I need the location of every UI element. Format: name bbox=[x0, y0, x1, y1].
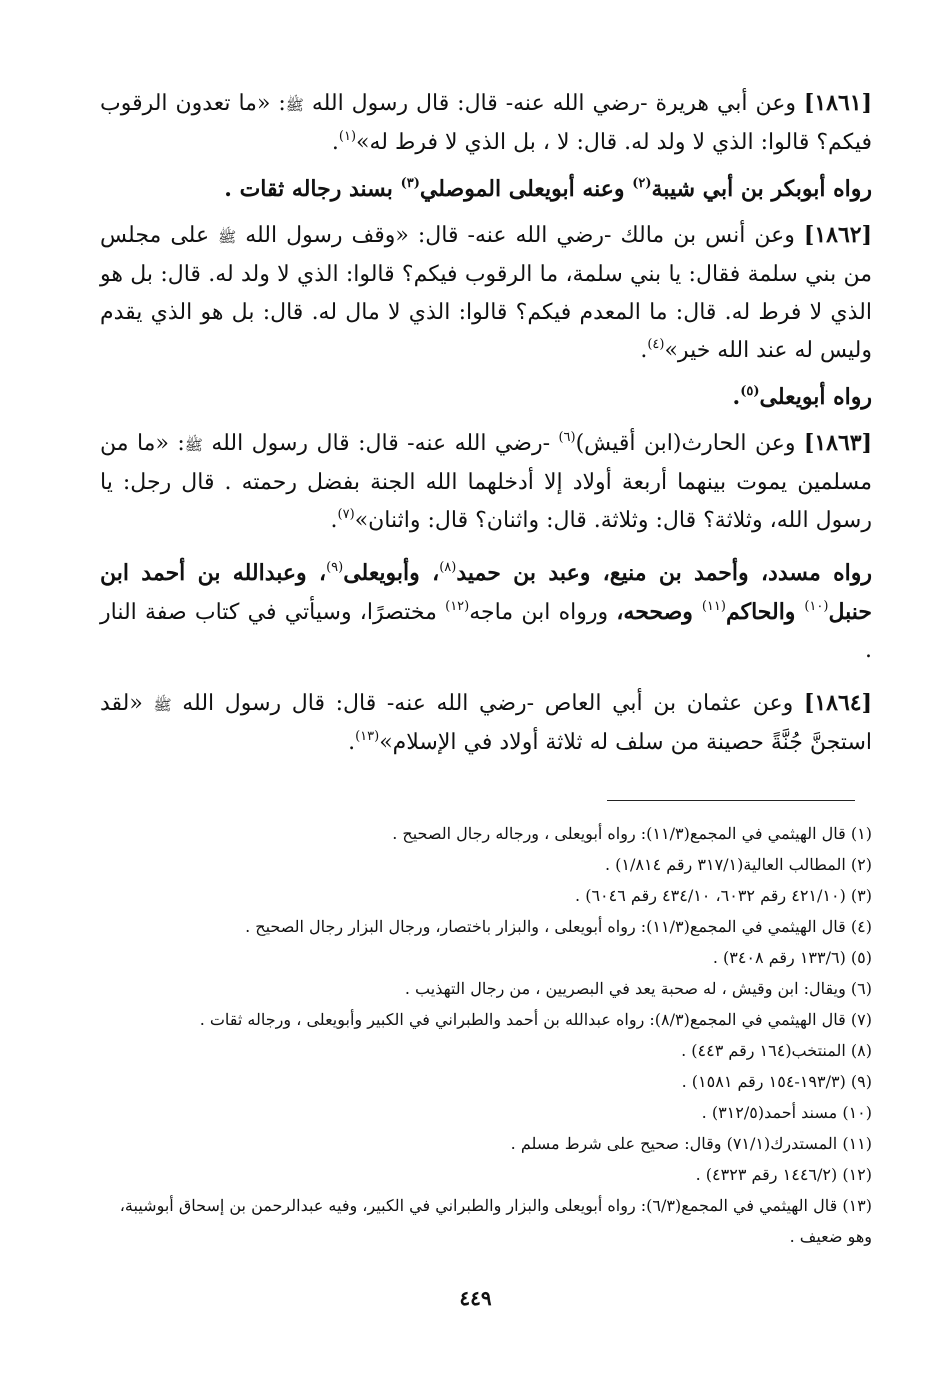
footnote-ref: (٤) bbox=[647, 337, 665, 352]
narration-1862 bbox=[100, 378, 872, 416]
footnote-item: (٧) قال الهيثمي في المجمع(٨/٣): رواه عبدالله بن أحمد والطبراني في الكبير وأبويعلى ، ورجاله ثقات . bbox=[199, 1010, 872, 1029]
sentence-end: . bbox=[348, 730, 356, 755]
hadith-number: [١٨٦٢] bbox=[803, 222, 872, 248]
hadith-text-cont: على مجلس من بني سلمة فقال: يا بني سلمة، ما الرقوب فيكم؟ قالوا: الذي لا ولد له. قال: بل هو الذي لا فرط له. قال: ما المعدم فيكم؟ قالوا: الذي لا مال له. قال: بل هو الذي يقدم وليس له عند الله خير» bbox=[100, 223, 873, 363]
hadith-1863 bbox=[100, 424, 872, 540]
hadith-1861 bbox=[100, 84, 872, 162]
footnote-item: (١١) المستدرك(٧١/١) وقال: صحيح على شرط مسلم . bbox=[510, 1134, 872, 1153]
hadith-text-cont: -رضي الله عنه- قال: قال رسول الله bbox=[202, 431, 559, 456]
footnote-ref: (١) bbox=[338, 129, 357, 144]
narration-text: وصححه، bbox=[616, 599, 702, 625]
hadith-text-cont: : «ما تعدون الرقوب فيكم؟ قالوا: الذي لا ولد له. قال: لا ، بل الذي لا فرط له» bbox=[100, 91, 872, 155]
footnote-item: (٦) ويقال: ابن وقيش ، له صحبة يعد في البصريين ، من رجال التهذيب . bbox=[404, 979, 872, 998]
footnote-item: (١) قال الهيثمي في المجمع(١١/٣): رواه أبويعلى ، ورجاله رجال الصحيح . bbox=[392, 824, 872, 843]
footnotes bbox=[100, 818, 872, 1252]
footnote-ref: (٣) bbox=[400, 176, 420, 191]
hadith-number: [١٨٦٣] bbox=[803, 430, 872, 456]
footnote-item: (١٠) مسند أحمد(٣١٢/٥) . bbox=[701, 1103, 872, 1122]
narration-text: مختصرًا، وسيأتي في كتاب صفة النار . bbox=[100, 600, 872, 663]
footnote-ref: (٦) bbox=[558, 430, 576, 445]
narration-text-end: بسند رجاله ثقات . bbox=[224, 176, 401, 202]
salutation-symbol: ﷺ bbox=[153, 696, 172, 714]
narration-text: ورواه ابن ماجه bbox=[469, 600, 617, 625]
sentence-end: . bbox=[640, 338, 648, 363]
sentence-end: . bbox=[330, 508, 338, 533]
narration-text: رواه أبويعلى bbox=[759, 384, 872, 410]
hadith-text: وعن عثمان بن أبي العاص -رضي الله عنه- قال: قال رسول الله bbox=[171, 691, 804, 716]
narration-text: رواه أبوبكر بن أبي شيبة bbox=[651, 176, 872, 202]
narration-text: رواه مسدد، وأحمد بن منيع، وعبد بن حميد bbox=[456, 560, 873, 586]
hadith-text-body: : «ما من مسلمين يموت بينهما أربعة أولاد إلا أدخلهما الله الجنة بفضل رحمته . قال رجل: يا رسول الله، وثلاثة؟ قال: وثلاثة. قال: واثنان؟ قال: واثنان» bbox=[100, 431, 872, 533]
salutation-symbol: ﷺ bbox=[184, 436, 203, 454]
hadith-number: [١٨٦٤] bbox=[803, 690, 872, 716]
hadith-text: وعن أبي هريرة -رضي الله عنه- قال: قال رسول الله bbox=[303, 91, 804, 116]
hadith-text-cont: «لقد استجنَّ جُنَّةً حصينة من سلف له ثلاثة أولاد في الإسلام» bbox=[100, 691, 872, 755]
footnote-item: (٩) (١٩٣/٣-١٥٤ رقم ١٥٨١) . bbox=[681, 1072, 872, 1091]
page-number: ٤٤٩ bbox=[459, 1286, 492, 1310]
footnote-ref: (٩) bbox=[326, 560, 344, 575]
narration-text: ، وعبدالله بن أحمد ابن حنبل bbox=[100, 560, 873, 625]
footnote-item: (٨) المنتخب(١٦٤ رقم ٤٤٣) . bbox=[681, 1041, 872, 1060]
footnote-divider bbox=[607, 800, 855, 801]
footnote-ref: (٥) bbox=[740, 384, 760, 399]
hadith-1862 bbox=[100, 216, 872, 370]
salutation-symbol: ﷺ bbox=[285, 96, 304, 114]
sentence-end: . bbox=[732, 384, 741, 410]
hadith-text: وعن أنس بن مالك -رضي الله عنه- قال: «وقف رسول الله bbox=[236, 223, 804, 248]
footnote-item: (١٣) قال الهيثمي في المجمع(٦/٣): رواه أبويعلى والبزار والطبراني في الكبير، وفيه عبدالرحمن بن إسحاق أبوشيبة، وهو ضعيف . bbox=[119, 1196, 872, 1246]
footnote-ref: (١٣) bbox=[355, 729, 380, 744]
narration-text: والحاكم bbox=[725, 599, 805, 625]
footnote-ref: (١١) bbox=[701, 599, 726, 614]
footnote-item: (١٢) (١٤٤٦/٢ رقم ٤٣٢٣) . bbox=[695, 1165, 872, 1184]
hadith-text: وعن الحارث(ابن أقيش) bbox=[575, 431, 804, 456]
narration-text-cont: وعنه أبويعلى الموصلي bbox=[419, 176, 633, 202]
footnote-item: (٥) (١٣٣/٦ رقم ٣٤٠٨) . bbox=[712, 948, 872, 967]
main-text bbox=[100, 84, 872, 762]
hadith-1864 bbox=[100, 684, 872, 762]
narration-text: ، وأبويعلى bbox=[343, 560, 440, 586]
narration-1863 bbox=[100, 554, 872, 670]
footnote-ref: (٢) bbox=[632, 176, 652, 191]
sentence-end: . bbox=[331, 130, 339, 155]
footnote-ref: (١٢) bbox=[445, 599, 470, 614]
footnote-item: (٤) قال الهيثمي في المجمع(١١/٣): رواه أبويعلى ، والبزار باختصار، ورجال البزار رجال الصحيح . bbox=[245, 917, 872, 936]
salutation-symbol: ﷺ bbox=[218, 228, 237, 246]
hadith-number: [١٨٦١] bbox=[803, 90, 872, 116]
footnote-ref: (١٠) bbox=[804, 599, 829, 614]
footnote-item: (٣) (٤٢١/١٠ رقم ٦٠٣٢، ٤٣٤/١٠ رقم ٦٠٤٦) . bbox=[575, 886, 872, 905]
footnote-item: (٢) المطالب العالية(٣١٧/١ رقم ١/٨١٤) . bbox=[604, 855, 872, 874]
narration-1861 bbox=[100, 170, 872, 208]
footnote-ref: (٨) bbox=[439, 560, 457, 575]
footnote-ref: (٧) bbox=[337, 507, 355, 522]
